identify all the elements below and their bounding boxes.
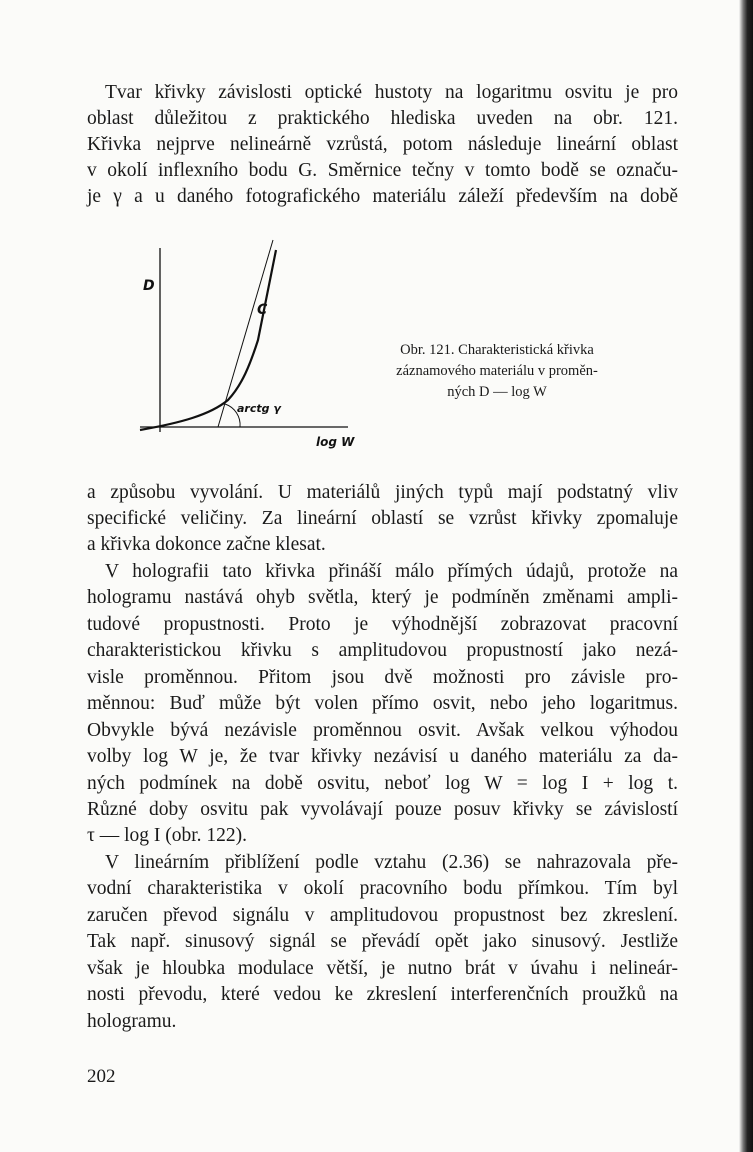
text-line: ných podmínek na době osvitu, neboť log W = log I + log t. bbox=[87, 773, 678, 794]
text-line: τ — log I (obr. 122). bbox=[87, 825, 248, 846]
text-line: V holografii tato křivka přináší málo přímých údajů, protože na bbox=[105, 561, 678, 582]
text-line: hologramu nastává ohyb světla, který je podmíněn změnami ampli- bbox=[87, 587, 678, 608]
text-line: volby log W je, že tvar křivky nezávisí u daného materiálu za da- bbox=[87, 746, 678, 767]
text-line: v okolí inflexního bodu G. Směrnice tečny v tomto bodě se označu- bbox=[87, 160, 678, 181]
figure-caption-line: ných D — log W bbox=[447, 384, 547, 400]
text-line: však je hloubka modulace větší, je nutno brát v úvahu i nelineár- bbox=[87, 958, 678, 979]
x-axis-label: log W bbox=[316, 435, 355, 449]
text-line: zaručen převod signálu v amplitudovou propustnost bez zkreslení. bbox=[87, 905, 678, 926]
text-line: Tak např. sinusový signál se převádí opět jako sinusový. Jestliže bbox=[87, 931, 678, 952]
angle-label: arctg γ bbox=[237, 402, 281, 415]
figure-caption-line: Obr. 121. Charakteristická křivka bbox=[400, 342, 594, 358]
text-line: a křivka dokonce začne klesat. bbox=[87, 534, 326, 555]
text-line: Různé doby osvitu pak vyvolávají pouze posuv křivky se závislostí bbox=[87, 799, 678, 820]
point-label: C bbox=[257, 302, 268, 318]
text-line: je γ a u daného fotografického materiálu záleží především na době bbox=[87, 186, 678, 207]
text-line: charakteristickou křivku s amplitudovou propustností jako nezá- bbox=[87, 640, 678, 661]
y-axis-label: D bbox=[143, 278, 155, 294]
text-line: hologramu. bbox=[87, 1011, 177, 1032]
text-line: V lineárním přiblížení podle vztahu (2.36) se nahrazovala pře- bbox=[105, 852, 678, 873]
text-line: Křivka nejprve nelineárně vzrůstá, potom následuje lineární oblast bbox=[87, 134, 678, 155]
text-line: visle proměnnou. Přitom jsou dvě možnosti pro závisle pro- bbox=[87, 667, 678, 688]
figure-caption-line: záznamového materiálu v proměn- bbox=[396, 363, 598, 379]
text-line: měnnou: Buď může být volen přímo osvit, nebo jeho logaritmus. bbox=[87, 693, 678, 714]
text-line: vodní charakteristika v okolí pracovního bodu přímkou. Tím byl bbox=[87, 878, 678, 899]
tangent-line bbox=[218, 240, 273, 427]
text-line: a způsobu vyvolání. U materiálů jiných typů mají podstatný vliv bbox=[87, 482, 678, 503]
text-line: specifické veličiny. Za lineární oblastí se vzrůst křivky zpomaluje bbox=[87, 508, 678, 529]
text-line: tudové propustnosti. Proto je výhodnější zobrazovat pracovní bbox=[87, 614, 678, 635]
text-line: nosti převodu, které vedou ke zkreslení interferenčních proužků na bbox=[87, 984, 678, 1005]
page-number: 202 bbox=[87, 1066, 116, 1087]
text-line: oblast důležitou z praktického hlediska uveden na obr. 121. bbox=[87, 108, 678, 129]
text-line: Tvar křivky závislosti optické hustoty na logaritmu osvitu je pro bbox=[105, 82, 678, 103]
text-line: Obvykle bývá nezávisle proměnnou osvit. Avšak velkou výhodou bbox=[87, 720, 678, 741]
